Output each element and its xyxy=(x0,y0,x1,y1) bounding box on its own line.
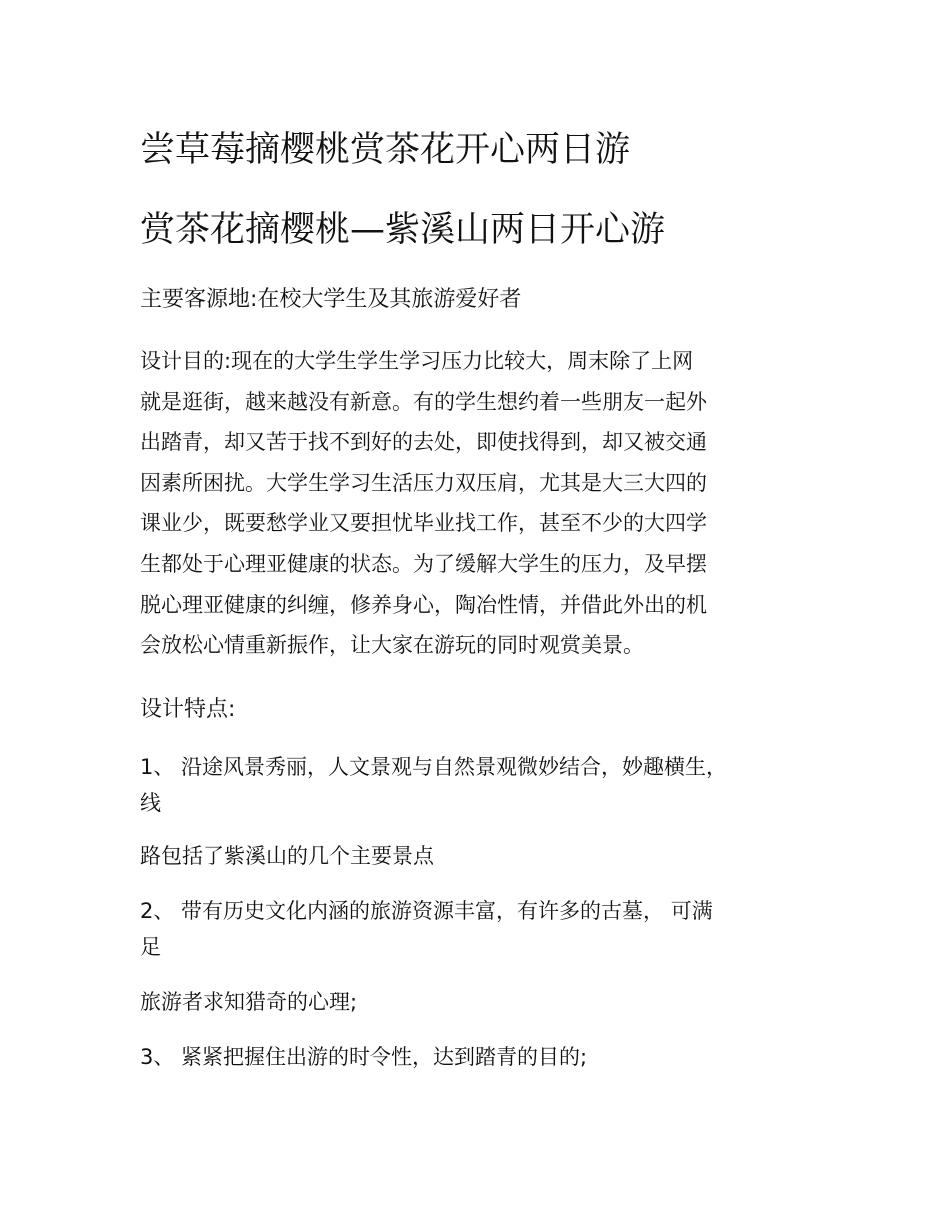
features-heading: 设计特点: xyxy=(140,697,236,722)
feature-item-2 xyxy=(140,893,820,965)
purpose-line: 因素所困扰。大学生学习生活压力双压肩，尤其是大三大四的 xyxy=(140,470,707,495)
feature-item-1-continuation: 路包括了紫溪山的几个主要景点 xyxy=(140,844,434,868)
feature-item-2-continuation: 旅游者求知猎奇的心理; xyxy=(140,990,358,1014)
purpose-line: 就是逛街，越来越没有新意。有的学生想约着一些朋友一起外 xyxy=(140,389,707,414)
feature-item-line: 线 xyxy=(140,791,161,815)
purpose-line: 会放松心情重新振作，让大家在游玩的同时观赏美景。 xyxy=(140,633,644,658)
purpose-line: 生都处于心理亚健康的状态。为了缓解大学生的压力，及早摆 xyxy=(140,551,707,576)
design-purpose-paragraph xyxy=(140,341,820,666)
document-title: 尝草莓摘樱桃赏茶花开心两日游 xyxy=(140,130,631,170)
feature-item-line: 1、 沿途风景秀丽，人文景观与自然景观微妙结合，妙趣横生， xyxy=(140,755,728,779)
purpose-line: 课业少，既要愁学业又要担忧毕业找工作，甚至不少的大四学 xyxy=(140,511,707,536)
purpose-line: 脱心理亚健康的纠缠，修养身心，陶冶性情，并借此外出的机 xyxy=(140,592,707,617)
feature-item-1 xyxy=(140,749,820,821)
feature-item-line: 2、 带有历史文化内涵的旅游资源丰富，有许多的古墓， 可满 xyxy=(140,899,713,923)
feature-item-3: 3、 紧紧把握住出游的时令性，达到踏青的目的; xyxy=(140,1045,588,1069)
document-subtitle: 赏茶花摘樱桃—紫溪山两日开心游 xyxy=(140,210,666,250)
purpose-line: 出踏青，却又苦于找不到好的去处，即使找得到，却又被交通 xyxy=(140,430,707,455)
purpose-line: 设计目的:现在的大学生学生学习压力比较大，周末除了上网 xyxy=(140,349,694,373)
feature-item-line: 足 xyxy=(140,935,161,959)
target-audience: 主要客源地:在校大学生及其旅游爱好者 xyxy=(140,287,522,312)
